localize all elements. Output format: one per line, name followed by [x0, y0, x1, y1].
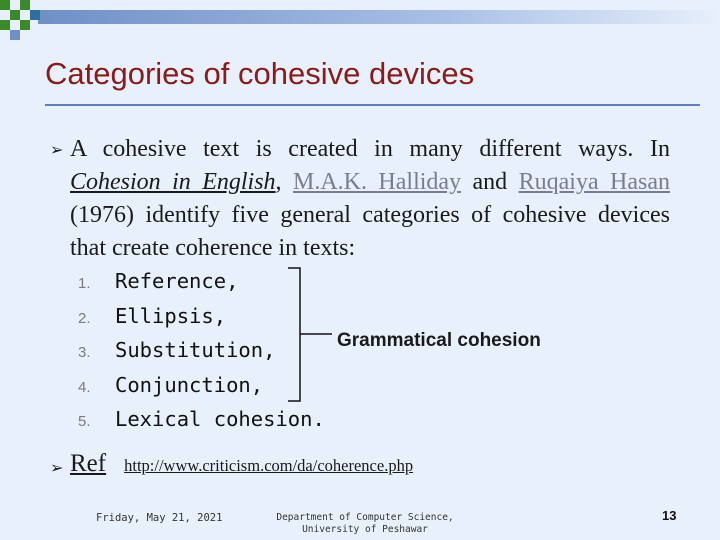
list-item-label: Lexical cohesion.	[115, 407, 325, 431]
list-item-number: 4.	[78, 378, 91, 396]
list-item-label: Ellipsis,	[115, 303, 227, 328]
slide-title: Categories of cohesive devices	[45, 56, 475, 91]
author-link-hasan[interactable]: Ruqaiya Hasan	[518, 169, 671, 195]
bullet-arrow-icon: ➢	[50, 458, 64, 477]
footer-dept-line: Department of Computer Science,	[276, 512, 454, 523]
reference-row	[70, 450, 413, 478]
list-item-number: 2.	[78, 309, 91, 327]
bullet-arrow-icon: ➢	[50, 140, 64, 159]
top-decoration	[0, 0, 720, 40]
list-item-number: 5.	[78, 413, 91, 430]
list-item-label: Reference,	[115, 269, 239, 293]
list-item-number: 3.	[78, 344, 91, 361]
checker-squares	[0, 0, 40, 40]
grammatical-cohesion-label: Grammatical cohesion	[337, 330, 541, 351]
footer-department	[255, 512, 475, 536]
paragraph-text: (1976) identify five general categories of cohesive devices that create coherence in texts:	[70, 202, 670, 261]
list-item-label: Conjunction,	[115, 372, 264, 397]
reference-link[interactable]: http://www.criticism.com/da/coherence.php	[124, 456, 414, 475]
footer-dept-line: University of Peshawar	[302, 524, 428, 535]
page-number: 13	[662, 508, 677, 523]
title-underline	[45, 104, 700, 106]
author-link-halliday[interactable]: M.A.K. Halliday	[292, 169, 462, 195]
intro-paragraph	[70, 133, 670, 265]
grouping-bracket	[260, 265, 340, 415]
list-item-label: Substitution,	[115, 338, 276, 362]
paragraph-text: ,	[275, 169, 293, 195]
book-title-link[interactable]: Cohesion in English	[70, 169, 276, 195]
ref-label: Ref	[70, 450, 107, 477]
list-item-number: 1.	[78, 275, 91, 292]
paragraph-text: and	[461, 169, 519, 195]
footer-date: Friday, May 21, 2021	[96, 512, 223, 524]
paragraph-text: A cohesive text is created in many different ways. In	[70, 136, 670, 162]
